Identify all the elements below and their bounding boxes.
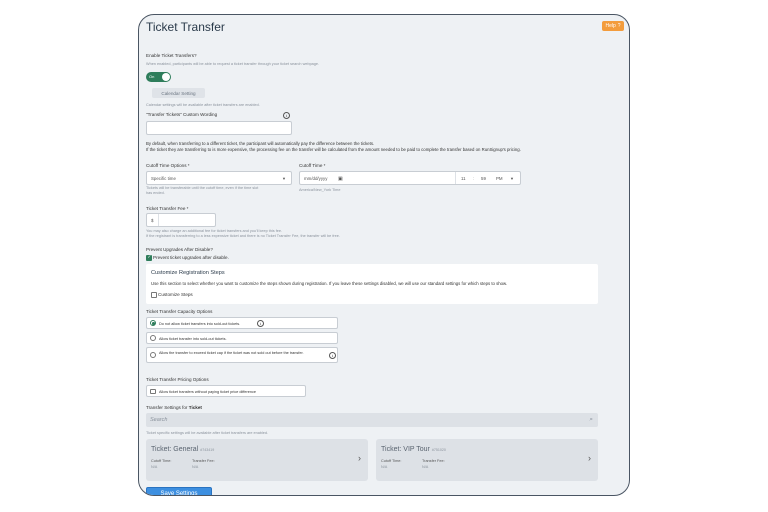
help-button[interactable] (602, 21, 624, 31)
save-settings-button[interactable]: Save Settings (146, 487, 212, 496)
pricing-checkbox-label: Allow ticket transfers without paying ticket price difference (159, 389, 257, 394)
capacity-option-1[interactable] (146, 317, 338, 329)
ticket-fee-value: N/A (422, 465, 429, 469)
pricing-option[interactable] (146, 385, 306, 397)
policy-line-2: If the ticket they are transferring to is more expensive, the processing fee on the transfer will be calculated from the amount needed to be paid to complete the transfer based on RunSignup's pricing. (146, 146, 521, 152)
enable-label: Enable Ticket Transfers? (146, 53, 197, 58)
cutoff-options-hint-2: has ended. (146, 190, 165, 195)
ticket-card-title: Ticket: General #743419 (151, 446, 215, 453)
currency-symbol: $ (151, 218, 154, 223)
ticket-cutoff-value: N/A (151, 465, 158, 469)
toggle-on-label: On (149, 74, 155, 79)
calendar-icon[interactable]: ▣ (338, 175, 343, 182)
chevron-right-icon[interactable]: › (358, 453, 361, 463)
info-icon[interactable]: i (257, 320, 264, 327)
ticket-fee-label: Transfer Fee: (192, 459, 215, 463)
ampm-dropdown-icon[interactable]: ▼ (510, 176, 514, 181)
capacity-radio-1[interactable] (150, 320, 156, 326)
upgrades-label: Prevent Upgrades After Disable? (146, 247, 213, 252)
ticket-fee-value: N/A (192, 465, 199, 469)
ticket-search-input[interactable] (146, 413, 598, 427)
capacity-option-2-label: Allow ticket transfer into sold-out tickets. (159, 336, 227, 341)
policy-line-1: By default, when transferring to a different ticket, the participant will automatically pay the difference between the tickets. (146, 141, 375, 146)
calendar-hint: Calendar settings will be available after ticket transfers are enabled. (146, 103, 260, 107)
capacity-option-3[interactable] (146, 347, 338, 363)
search-placeholder: Search (150, 416, 168, 423)
cutoff-date-input[interactable]: mm/dd/yyyy (304, 176, 328, 181)
enable-toggle[interactable] (146, 72, 171, 82)
fee-input[interactable] (146, 213, 216, 227)
info-icon[interactable]: i (329, 352, 336, 359)
ticket-fee-label: Transfer Fee: (422, 459, 445, 463)
toggle-knob (162, 73, 170, 81)
customize-panel (146, 264, 598, 304)
capacity-radio-3[interactable] (150, 352, 156, 358)
capacity-option-1-label: Do not allow ticket transfers into sold-out tickets. (159, 321, 241, 326)
page-title: Ticket Transfer (146, 20, 225, 34)
cutoff-time-label: Cutoff Time * (299, 163, 326, 168)
cutoff-options-select[interactable] (146, 171, 292, 185)
customize-description: Use this section to select whether you want to customize the steps shown during registration. If you leave these settings disabled, we will use our standard settings for which steps to show. (151, 281, 508, 286)
capacity-radio-2[interactable] (150, 335, 156, 341)
ticket-settings-label: Transfer Settings for Ticket (146, 405, 202, 410)
cutoff-hour[interactable]: 11 (461, 176, 466, 181)
ticket-card-general[interactable] (146, 439, 368, 481)
cutoff-options-label: Cutoff Time Options * (146, 163, 190, 168)
wording-input[interactable] (146, 121, 292, 135)
cutoff-ampm[interactable]: PM (496, 176, 503, 181)
pricing-checkbox[interactable] (150, 389, 156, 395)
wording-label: "Transfer Tickets" Custom Wording (146, 112, 218, 117)
chevron-right-icon[interactable]: › (588, 453, 591, 463)
customize-checkbox-label: Customize Steps (158, 292, 193, 297)
dropdown-arrow-icon: ▼ (282, 176, 286, 181)
question-icon: ? (617, 23, 621, 29)
fee-label: Ticket Transfer Fee * (146, 206, 189, 211)
cutoff-time-hint: America/New_York Time (299, 188, 341, 192)
info-icon[interactable]: i (283, 112, 290, 119)
calendar-setting-button[interactable]: Calendar Setting (152, 88, 205, 98)
capacity-option-3-label: Allow the transfer to exceed ticket cap if the ticket was not sold out before the transfer. (159, 351, 304, 355)
settings-content (146, 15, 624, 496)
ticket-card-title: Ticket: VIP Tour #751020 (381, 446, 446, 453)
ticket-cutoff-value: N/A (381, 465, 388, 469)
cutoff-time-group: mm/dd/yyyy ▣ 11 : 59 PM ▼ (299, 171, 521, 185)
pricing-label: Ticket Transfer Pricing Options (146, 377, 209, 382)
upgrades-checkbox[interactable] (146, 255, 152, 261)
customize-heading: Customize Registration Steps (151, 270, 225, 276)
capacity-option-2[interactable] (146, 332, 338, 344)
fee-hint-2: If the registrant is transferring to a less expensive ticket and there is no Ticket Transfer Fee, the transfer will be free. (146, 234, 340, 238)
customize-checkbox[interactable] (151, 292, 157, 298)
cutoff-options-hint-1: Tickets will be transferable until the cutoff time, even if the time slot (146, 186, 259, 190)
cutoff-options-value: Specific time (151, 176, 176, 181)
ticket-settings-hint: Ticket specific settings will be available after ticket transfers are enabled. (146, 431, 269, 435)
help-label: Help (605, 23, 616, 29)
capacity-label: Ticket Transfer Capacity Options (146, 309, 213, 314)
fee-hint-1: You may also charge an additional fee for ticket transfers and you'll keep this fee. (146, 229, 283, 233)
ticket-card-vip[interactable] (376, 439, 598, 481)
settings-window (138, 14, 630, 496)
upgrades-checkbox-label: Prevent ticket upgrades after disable. (153, 255, 229, 260)
enable-hint: When enabled, participants will be able to request a ticket transfer through your ticket search webpage. (146, 62, 320, 66)
search-icon[interactable]: ⌕ (589, 415, 593, 423)
ticket-cutoff-label: Cutoff Time: (381, 459, 402, 463)
ticket-cutoff-label: Cutoff Time: (151, 459, 172, 463)
cutoff-minute[interactable]: 59 (481, 176, 486, 181)
